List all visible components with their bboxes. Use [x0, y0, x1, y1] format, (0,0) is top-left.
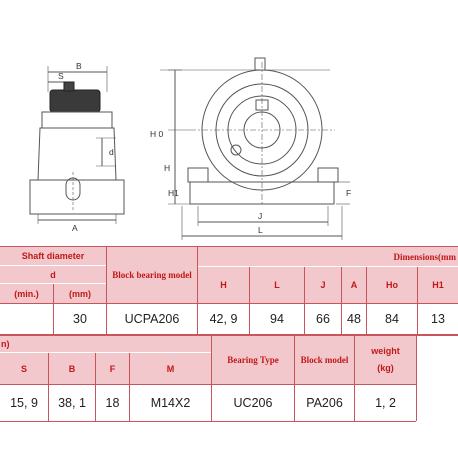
value-mm: 30 [54, 304, 106, 334]
header-H: H [198, 267, 249, 303]
rule-line [416, 336, 417, 421]
header-block-bearing-model: Block bearing model [107, 247, 197, 303]
value-M: M14X2 [130, 385, 211, 421]
label-F: F [346, 188, 352, 198]
header-F: F [96, 353, 129, 384]
value-L: 94 [250, 304, 304, 334]
label-L: L [258, 225, 263, 235]
header-block-model: Block model [295, 336, 354, 384]
value-model: UCPA206 [107, 304, 197, 334]
right-front-view [160, 58, 350, 240]
value-min [0, 304, 53, 334]
label-H0: H 0 [150, 129, 164, 139]
rule-line [294, 336, 295, 421]
value-block-model: PA206 [295, 385, 354, 421]
rule-line [95, 353, 96, 421]
header-L: L [250, 267, 304, 303]
value-weight: 1, 2 [355, 385, 416, 421]
header-bearing-type: Bearing Type [212, 336, 294, 384]
rule-line [0, 246, 458, 247]
header-min: (min.) [0, 284, 53, 303]
rule-line [106, 247, 107, 334]
left-side-view [30, 66, 124, 224]
label-J: J [258, 211, 263, 221]
header-M: M [130, 353, 211, 384]
header-shaft-diameter: Shaft diameter [0, 247, 106, 265]
rule-line [48, 353, 49, 421]
rule-line [354, 336, 355, 421]
label-d: d [109, 147, 114, 157]
value-B: 38, 1 [49, 385, 95, 421]
value-H1: 13 [418, 304, 458, 334]
value-A: 48 [342, 304, 366, 334]
label-H: H [164, 163, 171, 173]
header-dimensions: Dimensions(mm [198, 247, 458, 266]
value-F: 18 [96, 385, 129, 421]
rule-line [211, 336, 212, 421]
header-J: J [305, 267, 341, 303]
label-B: B [76, 61, 82, 71]
rule-line [304, 267, 305, 334]
header-Ho: Ho [367, 267, 417, 303]
header-weight-label: weight [371, 346, 400, 356]
rule-line [197, 247, 198, 334]
value-H: 42, 9 [198, 304, 249, 334]
header-H1: H1 [418, 267, 458, 303]
rule-line [0, 303, 458, 304]
header-d: d [0, 266, 106, 283]
rule-line [129, 353, 130, 421]
header-weight [355, 336, 416, 384]
value-bearing-type: UC206 [212, 385, 294, 421]
rule-line [0, 335, 458, 336]
value-Ho: 84 [367, 304, 417, 334]
rule-line [0, 421, 416, 422]
header-S: S [0, 353, 48, 384]
label-S: S [58, 71, 64, 81]
header-B: B [49, 353, 95, 384]
value-J: 66 [305, 304, 341, 334]
header-dimensions-fragment: n) [0, 336, 211, 352]
rule-line [366, 267, 367, 334]
header-mm: (mm) [54, 284, 106, 303]
value-S: 15, 9 [0, 385, 48, 421]
label-H1: H1 [168, 188, 179, 198]
rule-line [249, 267, 250, 334]
rule-line [53, 284, 54, 334]
label-A: A [72, 223, 78, 233]
rule-line [417, 267, 418, 334]
header-A: A [342, 267, 366, 303]
header-weight-unit: (kg) [377, 363, 394, 373]
rule-line [341, 267, 342, 334]
